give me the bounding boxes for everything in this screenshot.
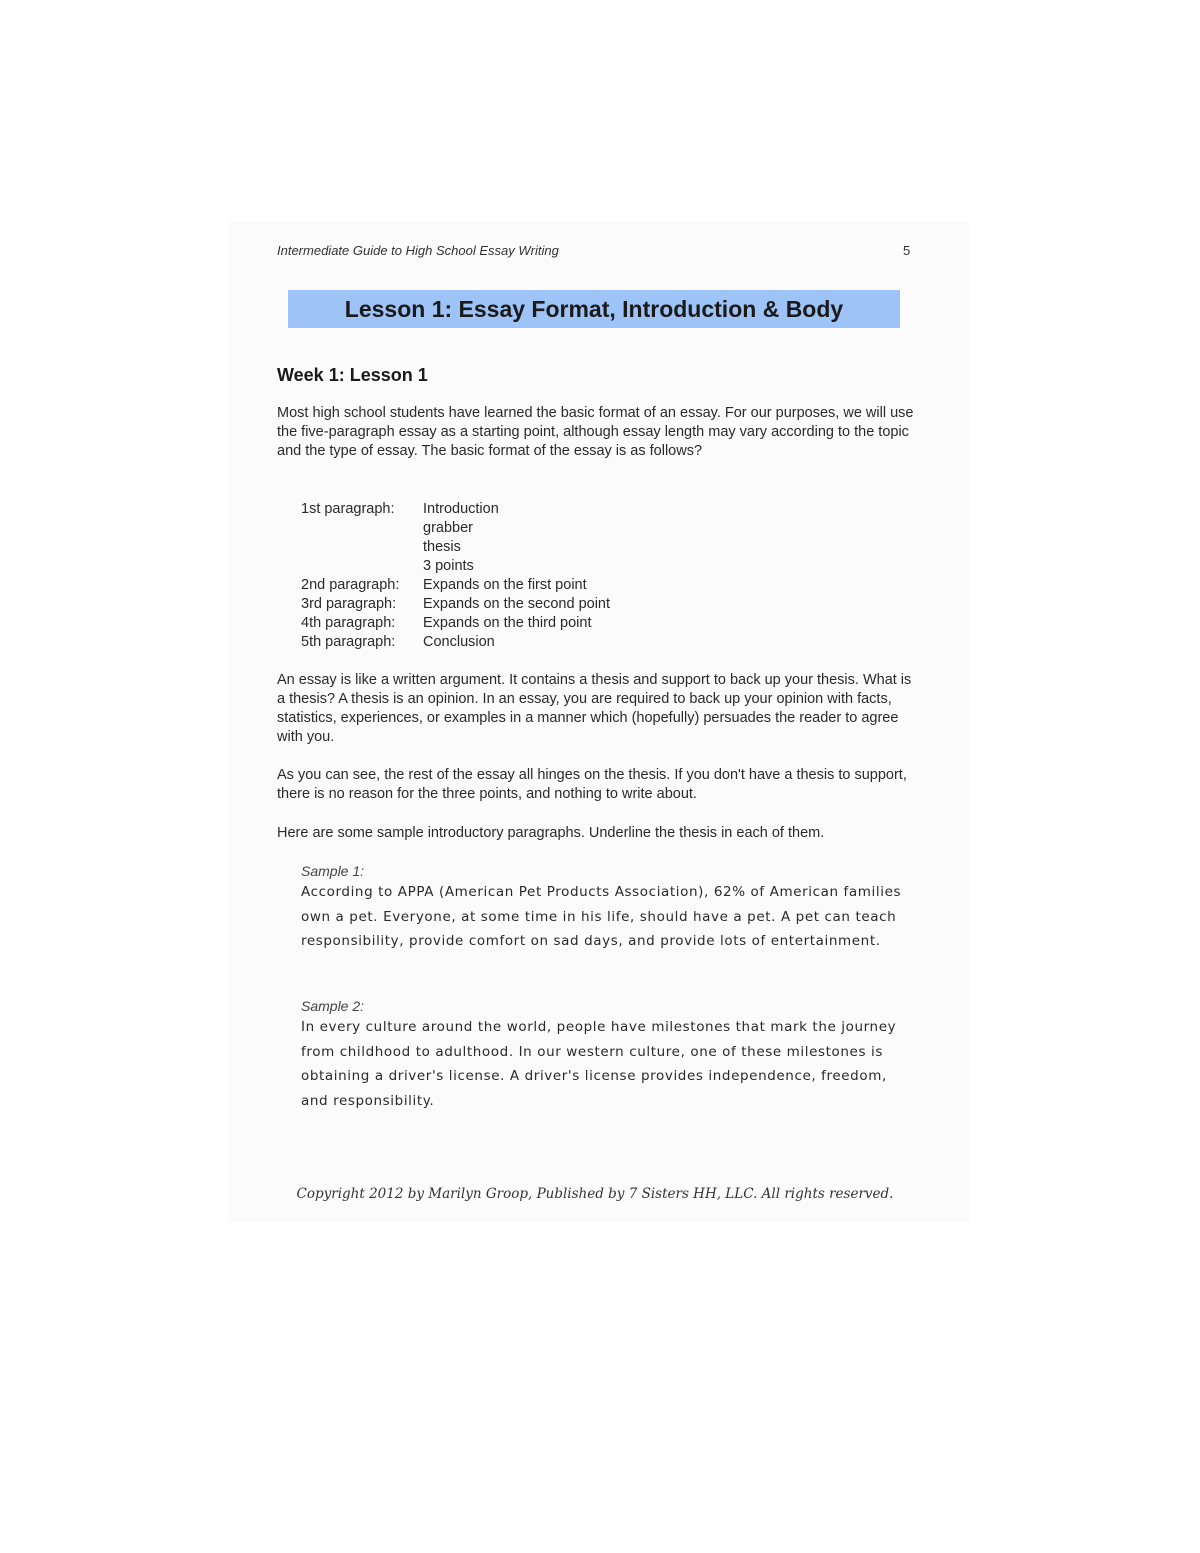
sample-1-label: Sample 1: [301, 863, 365, 879]
copyright-footer: Copyright 2012 by Marilyn Groop, Published by 7 Sisters HH, LLC. All rights reserved. [296, 1186, 894, 1202]
format-content: grabber [423, 520, 473, 536]
format-content: Introduction [423, 501, 499, 517]
format-row [301, 538, 610, 557]
format-content: Expands on the first point [423, 577, 587, 593]
page-number: 5 [903, 243, 911, 258]
format-row [301, 595, 610, 614]
hinge-paragraph: As you can see, the rest of the essay all hinges on the thesis. If you don't have a thesis to support, there is no reason for the three points, and nothing to write about. [277, 767, 907, 802]
format-label: 1st paragraph: [301, 501, 395, 517]
argument-paragraph: An essay is like a written argument. It contains a thesis and support to back up your thesis. What is a thesis? A thesis is an opinion. In an essay, you are required to back up your opinion with facts, statistics, experiences, or examples in a manner which (hopefully) persuades the reader to agree with you. [277, 672, 912, 745]
week-heading: Week 1: Lesson 1 [277, 365, 428, 385]
format-content: Conclusion [423, 634, 495, 650]
format-row [301, 557, 610, 576]
format-content: Expands on the second point [423, 596, 611, 612]
lesson-title: Lesson 1: Essay Format, Introduction & Body [344, 295, 844, 322]
format-label: 3rd paragraph: [301, 596, 397, 612]
format-content: thesis [423, 539, 461, 555]
intro-paragraph: Most high school students have learned the basic format of an essay. For our purposes, we will use the five-paragraph essay as a starting point, although essay length may vary according to the topic and the type of essay. The basic format of the essay is as follows? [277, 405, 914, 459]
format-label [301, 557, 423, 576]
sample-2-label: Sample 2: [301, 998, 365, 1014]
format-label: 2nd paragraph: [301, 577, 400, 593]
format-label: 5th paragraph: [301, 634, 396, 650]
format-label [301, 538, 423, 557]
format-row [301, 519, 610, 538]
essay-format-table [301, 500, 610, 652]
sample-1-text: According to APPA (American Pet Products Association), 62% of American families own a pet. Everyone, at some time in his life, should have a pet. A pet can teach responsibility, provide comfort on sad days, and provide lots of entertainment. [301, 884, 902, 949]
format-row [301, 614, 610, 633]
sample-2-text: In every culture around the world, people have milestones that mark the journey from childhood to adulthood. In our western culture, one of these milestones is obtaining a driver's license. A driver's license provides independence, freedom, and responsibility. [301, 1019, 897, 1109]
format-content: 3 points [423, 558, 474, 574]
format-row [301, 500, 610, 519]
running-title: Intermediate Guide to High School Essay Writing [277, 243, 559, 258]
format-content: Expands on the third point [423, 615, 592, 631]
instruction-paragraph: Here are some sample introductory paragraphs. Underline the thesis in each of them. [277, 825, 825, 841]
format-row [301, 633, 610, 652]
format-label [301, 519, 423, 538]
lesson-title-banner [288, 290, 900, 328]
format-label: 4th paragraph: [301, 615, 396, 631]
format-row [301, 576, 610, 595]
